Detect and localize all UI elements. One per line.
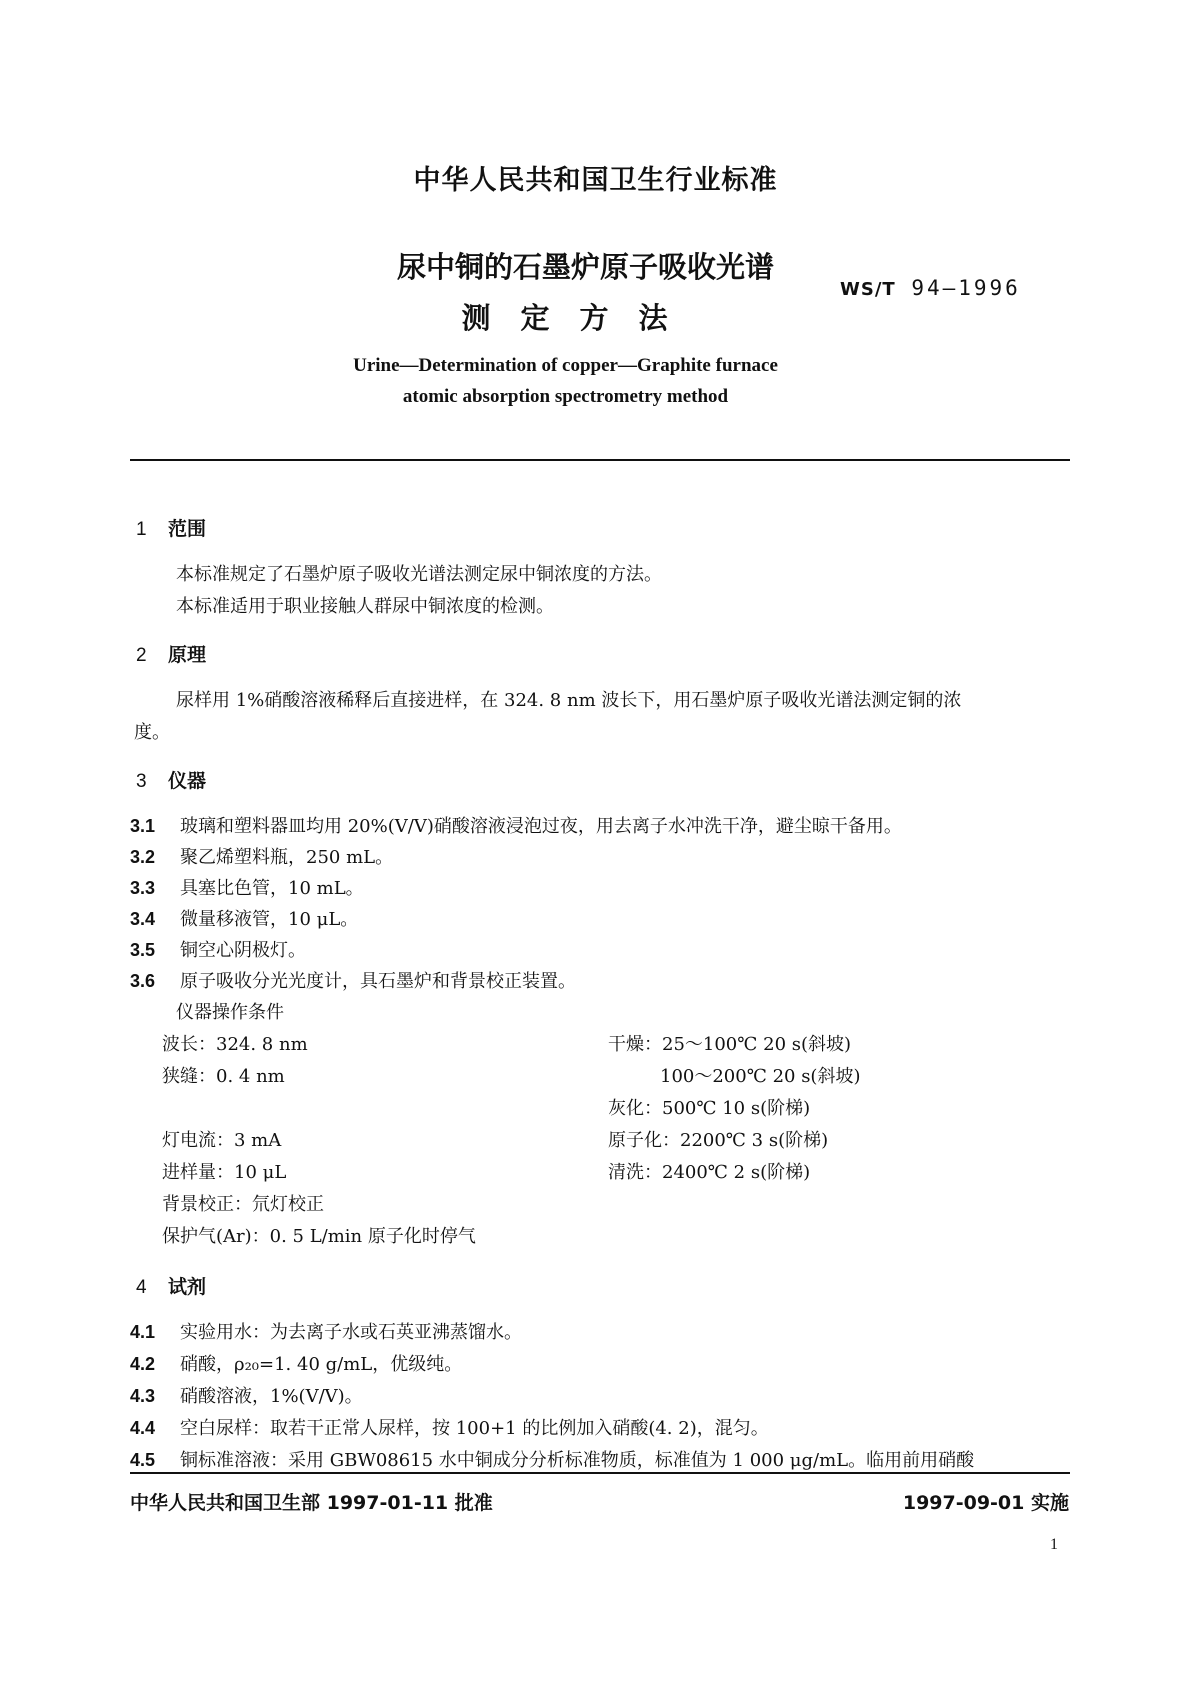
item-4-5-number: 4.5 bbox=[130, 1450, 156, 1470]
section-2-number: 2 bbox=[136, 645, 147, 666]
section-1-heading bbox=[136, 514, 206, 541]
document-title-cn-line1: 尿中铜的石墨炉原子吸收光谱 bbox=[396, 250, 774, 284]
item-4-4-text: 空白尿样：取若干正常人尿样，按 100+1 的比例加入硝酸(4. 2)，混匀。 bbox=[180, 1418, 769, 1439]
item-4-1-text: 实验用水：为去离子水或石英亚沸蒸馏水。 bbox=[180, 1322, 522, 1343]
item-4-4 bbox=[130, 1414, 769, 1440]
condition-atomization: 原子化：2200℃ 3 s(阶梯) bbox=[608, 1130, 829, 1151]
item-3-5-text: 铜空心阴极灯。 bbox=[180, 940, 306, 961]
document-title-en-line2: atomic absorption spectrometry method bbox=[402, 386, 729, 407]
document-title-cn-line2: 测定方法 bbox=[461, 301, 698, 335]
item-3-1-text: 玻璃和塑料器皿均用 20%(V/V)硝酸溶液浸泡过夜，用去离子水冲洗干净，避尘晾干备用。 bbox=[180, 816, 902, 837]
section-2-title: 原理 bbox=[168, 644, 207, 666]
condition-slit: 狭缝：0. 4 nm bbox=[162, 1066, 285, 1087]
item-3-1 bbox=[130, 812, 902, 838]
item-3-2 bbox=[130, 843, 393, 869]
section-3-number: 3 bbox=[136, 771, 147, 792]
section-2-heading bbox=[136, 640, 206, 667]
item-4-3 bbox=[130, 1382, 363, 1408]
condition-background-correction: 背景校正：氘灯校正 bbox=[162, 1194, 324, 1215]
item-3-3 bbox=[130, 874, 364, 900]
standard-code bbox=[840, 276, 1021, 300]
item-4-2-number: 4.2 bbox=[130, 1354, 156, 1374]
condition-protective-gas: 保护气(Ar)：0. 5 L/min 原子化时停气 bbox=[162, 1226, 476, 1247]
condition-wavelength: 波长：324. 8 nm bbox=[162, 1034, 308, 1055]
item-3-1-number: 3.1 bbox=[130, 816, 156, 836]
condition-drying-2: 100～200℃ 20 s(斜坡) bbox=[660, 1066, 861, 1087]
section-2-paragraph-continuation: 度。 bbox=[134, 722, 170, 743]
item-4-1 bbox=[130, 1318, 522, 1344]
item-4-3-text: 硝酸溶液，1%(V/V)。 bbox=[180, 1386, 363, 1407]
item-4-4-number: 4.4 bbox=[130, 1418, 156, 1438]
footer-divider bbox=[130, 1472, 1070, 1474]
condition-drying-1: 干燥：25～100℃ 20 s(斜坡) bbox=[608, 1034, 852, 1055]
standard-code-number: 94—1996 bbox=[911, 276, 1021, 300]
section-3-heading bbox=[136, 766, 206, 793]
item-3-2-text: 聚乙烯塑料瓶，250 mL。 bbox=[180, 847, 394, 868]
section-4-heading bbox=[136, 1272, 206, 1299]
item-4-2-text: 硝酸，ρ₂₀=1. 40 g/mL，优级纯。 bbox=[180, 1354, 463, 1375]
item-3-6-text: 原子吸收分光光度计，具石墨炉和背景校正装置。 bbox=[180, 971, 576, 992]
item-4-5 bbox=[130, 1446, 974, 1472]
implementation-date: 1997-09-01 实施 bbox=[902, 1492, 1069, 1514]
conditions-title: 仪器操作条件 bbox=[176, 1002, 284, 1023]
condition-injection-volume: 进样量：10 μL bbox=[162, 1162, 287, 1183]
condition-ashing: 灰化：500℃ 10 s(阶梯) bbox=[608, 1098, 811, 1119]
item-3-5 bbox=[130, 936, 306, 962]
condition-cleaning: 清洗：2400℃ 2 s(阶梯) bbox=[608, 1162, 811, 1183]
item-3-4 bbox=[130, 905, 358, 931]
page-number: 1 bbox=[1050, 1536, 1058, 1553]
document-title-en-line1: Urine—Determination of copper—Graphite furnace bbox=[353, 355, 778, 376]
standard-category-title: 中华人民共和国卫生行业标准 bbox=[413, 165, 778, 196]
item-3-3-number: 3.3 bbox=[130, 878, 156, 898]
approval-date: 中华人民共和国卫生部 1997-01-11 批准 bbox=[130, 1492, 493, 1514]
item-3-6 bbox=[130, 967, 576, 993]
item-3-5-number: 3.5 bbox=[130, 940, 156, 960]
item-4-5-text: 铜标准溶液：采用 GBW08615 水中铜成分分析标准物质，标准值为 1 000 μg/mL。临用前用硝酸 bbox=[180, 1450, 975, 1471]
standard-code-prefix: WS/T bbox=[840, 279, 896, 300]
section-4-number: 4 bbox=[136, 1277, 147, 1298]
header-divider bbox=[130, 459, 1070, 461]
item-3-3-text: 具塞比色管，10 mL。 bbox=[180, 878, 364, 899]
section-1-number: 1 bbox=[136, 519, 147, 540]
section-4-title: 试剂 bbox=[168, 1276, 207, 1298]
section-1-paragraph-2: 本标准适用于职业接触人群尿中铜浓度的检测。 bbox=[176, 596, 554, 617]
item-3-2-number: 3.2 bbox=[130, 847, 156, 867]
item-4-1-number: 4.1 bbox=[130, 1322, 156, 1342]
condition-lamp-current: 灯电流：3 mA bbox=[162, 1130, 282, 1151]
section-3-title: 仪器 bbox=[168, 770, 207, 792]
item-3-4-number: 3.4 bbox=[130, 909, 156, 929]
section-2-paragraph: 尿样用 1%硝酸溶液稀释后直接进样，在 324. 8 nm 波长下，用石墨炉原子吸收光谱法测定铜的浓 bbox=[176, 690, 962, 711]
item-3-4-text: 微量移液管，10 μL。 bbox=[180, 909, 359, 930]
section-1-title: 范围 bbox=[168, 518, 207, 540]
item-3-6-number: 3.6 bbox=[130, 971, 156, 991]
section-1-paragraph-1: 本标准规定了石墨炉原子吸收光谱法测定尿中铜浓度的方法。 bbox=[176, 564, 662, 585]
item-4-2 bbox=[130, 1350, 462, 1376]
item-4-3-number: 4.3 bbox=[130, 1386, 156, 1406]
